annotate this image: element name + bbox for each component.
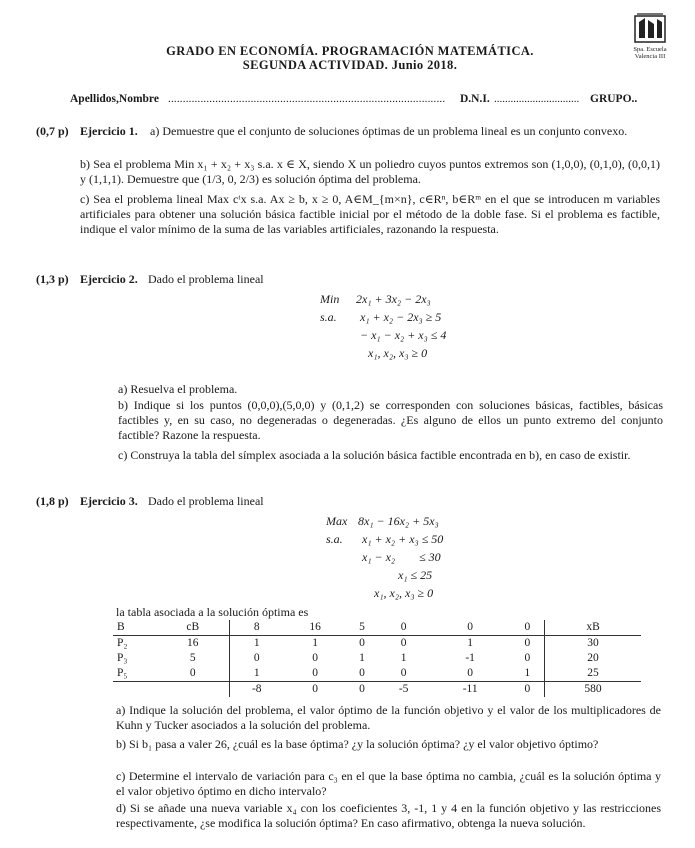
ex2-obj-keyword: Min	[320, 292, 340, 306]
table-header-cell: 0	[378, 620, 430, 636]
table-cell: 0	[284, 666, 346, 682]
table-cell: -8	[229, 682, 284, 698]
simplex-table	[113, 620, 641, 697]
table-row	[113, 651, 641, 666]
ex3-part-d: d) Si se añade una nueva variable x₄ con los coeficientes 3, -1, 1 y 4 en la función objetivo y las restricciones respectivamente, ¿se modifica la solución óptima? En caso afirmativo, obtenga la nueva solución.	[116, 801, 661, 830]
ex2-part-a: a) Resuelva el problema.	[118, 382, 238, 396]
ex2-constraint-1: x₁ + x₂ − 2x₃ ≥ 5	[360, 310, 442, 324]
ex3-intro: Dado el problema lineal	[148, 494, 264, 508]
ex3-nonnegativity: x₁, x₂, x₃ ≥ 0	[374, 586, 434, 600]
table-cell: 0	[157, 666, 229, 682]
table-cell: 0	[524, 683, 531, 695]
table-cell: 0	[524, 637, 531, 649]
ex3-constraint-1: x₁ + x₂ + x₃ ≤ 50	[362, 532, 444, 546]
ex1-part-b: b) Sea el problema Min x₁ + x₂ + x₃ s.a. x ∈ X, siendo X un poliedro cuyos puntos extremos son (1,0,0), (0,1,0), (0,0,1) y (1,1,1). Demuestre que (1/3, 0, 2/3) es solución óptima del problema.	[80, 157, 660, 186]
table-cell: 1	[467, 637, 474, 649]
ex3-part-c: c) Determine el intervalo de variación para c₃ en el que la base óptima no cambia, ¿cuál es la solución óptima y el valor objetivo óptimo en dicho intervalo?	[116, 769, 661, 798]
table-cell: 1	[229, 636, 284, 652]
table-row	[113, 666, 641, 682]
table-cell: 30	[545, 636, 641, 652]
table-cell: 1	[359, 652, 365, 664]
ex3-obj-keyword: Max	[326, 514, 348, 528]
table-cell: 25	[545, 666, 641, 682]
table-cell: P₅	[113, 666, 157, 682]
ex3-part-b: b) Si b₁ pasa a valer 26, ¿cuál es la base óptima? ¿y la solución óptima? ¿y el valor objetivo óptimo?	[116, 737, 599, 751]
ex1-label: Ejercicio 1.	[80, 124, 138, 138]
table-cell: 0	[359, 683, 365, 695]
table-cell: 1	[511, 666, 545, 682]
table-cell: P₃	[117, 652, 128, 664]
ex2-points: (1,3 p)	[36, 272, 69, 286]
university-logo	[628, 10, 672, 68]
table-cell: 0	[346, 666, 377, 682]
table-cell: 0	[229, 651, 284, 666]
ex1-part-c: c) Sea el problema lineal Max cᵗx s.a. Ax ≥ b, x ≥ 0, A∈M_{m×n}, c∈Rⁿ, b∈Rᵐ en el que se introducen m variables artificiales para obtener una solución básica factible inicial por el método de la doble fase. Si el problema es factible, indique el valor mínimo de la suma de las variables artificiales, razonando la respuesta.	[80, 192, 660, 236]
table-header-cell: 8	[229, 620, 284, 636]
table-cell: 580	[545, 682, 641, 698]
logo-caption-1: Spa. Escuela	[633, 46, 667, 53]
table-header-cell: B	[113, 620, 157, 636]
logo-caption-2: Valencia III	[634, 53, 666, 60]
table-header-cell: 16	[284, 620, 346, 636]
ex3-label: Ejercicio 3.	[80, 494, 138, 508]
dni-label: D.N.I.	[460, 93, 490, 105]
table-cell: 0	[430, 666, 511, 682]
table-cell: 5	[189, 652, 196, 664]
ex2-part-b: b) Indique si los puntos (0,0,0),(5,0,0) y (0,1,2) se corresponden con soluciones básicas, factibles, básicas factibles y, en su caso, no degeneradas o degeneradas. ¿Es alguno de ellos un punto extremo del conjunto factible? Razone la respuesta.	[118, 398, 663, 442]
ex3-table-caption: la tabla asociada a la solución óptima es	[116, 605, 309, 619]
ex1-points: (0,7 p)	[36, 124, 69, 138]
ex3-sa-keyword: s.a.	[326, 532, 343, 546]
ex3-constraint-3: x₁ ≤ 25	[398, 568, 433, 582]
ex2-part-c: c) Construya la tabla del símplex asociada a la solución básica factible encontrada en b), en caso de existir.	[118, 448, 631, 462]
table-cell: 1	[229, 666, 284, 682]
table-cell: -5	[398, 683, 409, 695]
table-cell: 0	[378, 666, 430, 682]
table-cell: 20	[545, 651, 641, 666]
table-row	[113, 636, 641, 652]
table-cell	[113, 682, 157, 698]
table-cell: 0	[359, 637, 365, 649]
table-cell	[157, 682, 229, 698]
student-name-label: Apellidos,Nombre	[70, 93, 159, 105]
student-name-field: ..............................................................................................	[168, 93, 446, 105]
ex2-intro: Dado el problema lineal	[148, 272, 264, 286]
ex2-label: Ejercicio 2.	[80, 272, 138, 286]
ex2-constraint-2: − x₁ − x₂ + x₃ ≤ 4	[360, 328, 447, 342]
ex2-nonnegativity: x₁, x₂, x₃ ≥ 0	[368, 346, 428, 360]
title-line-1: GRADO EN ECONOMÍA. PROGRAMACIÓN MATEMÁTICA.	[166, 44, 534, 58]
table-cell: -11	[462, 683, 478, 695]
logo-emblem-icon	[633, 10, 667, 46]
table-header-cell: 0	[511, 620, 545, 636]
table-cell: -1	[465, 652, 475, 664]
ex1-part-a: a) Demuestre que el conjunto de soluciones óptimas de un problema lineal es un conjunto convexo.	[150, 124, 628, 138]
table-cell: 1	[400, 652, 407, 664]
table-reduced-cost-row	[113, 682, 641, 698]
ex2-sa-keyword: s.a.	[320, 310, 337, 324]
ex3-constraint-2: x₁ − x₂ ≤ 30	[362, 550, 441, 564]
ex2-objective: 2x₁ + 3x₂ − 2x₃	[356, 292, 431, 306]
dni-field: ...............................	[494, 93, 580, 105]
table-header-cell: 0	[430, 620, 511, 636]
table-cell: 1	[312, 637, 319, 649]
table-cell: 0	[524, 652, 531, 664]
ex3-objective: 8x₁ − 16x₂ + 5x₃	[358, 514, 439, 528]
table-header-cell: cB	[157, 620, 229, 636]
ex3-points: (1,8 p)	[36, 494, 69, 508]
table-header-cell: xB	[545, 620, 641, 636]
table-cell: 0	[312, 652, 319, 664]
table-header-row	[113, 620, 641, 636]
ex3-part-a: a) Indique la solución del problema, el valor óptimo de la función objetivo y el valor de los multiplicadores de Kuhn y Tucker asociados a la solución del problema.	[116, 703, 661, 732]
title-line-2: SEGUNDA ACTIVIDAD. Junio 2018.	[242, 58, 458, 72]
table-cell: 0	[312, 683, 319, 695]
table-cell: 0	[400, 637, 407, 649]
table-header-cell: 5	[346, 620, 377, 636]
table-cell: P₂	[117, 637, 128, 649]
table-cell: 16	[187, 637, 199, 649]
group-label: GRUPO..	[590, 93, 638, 105]
